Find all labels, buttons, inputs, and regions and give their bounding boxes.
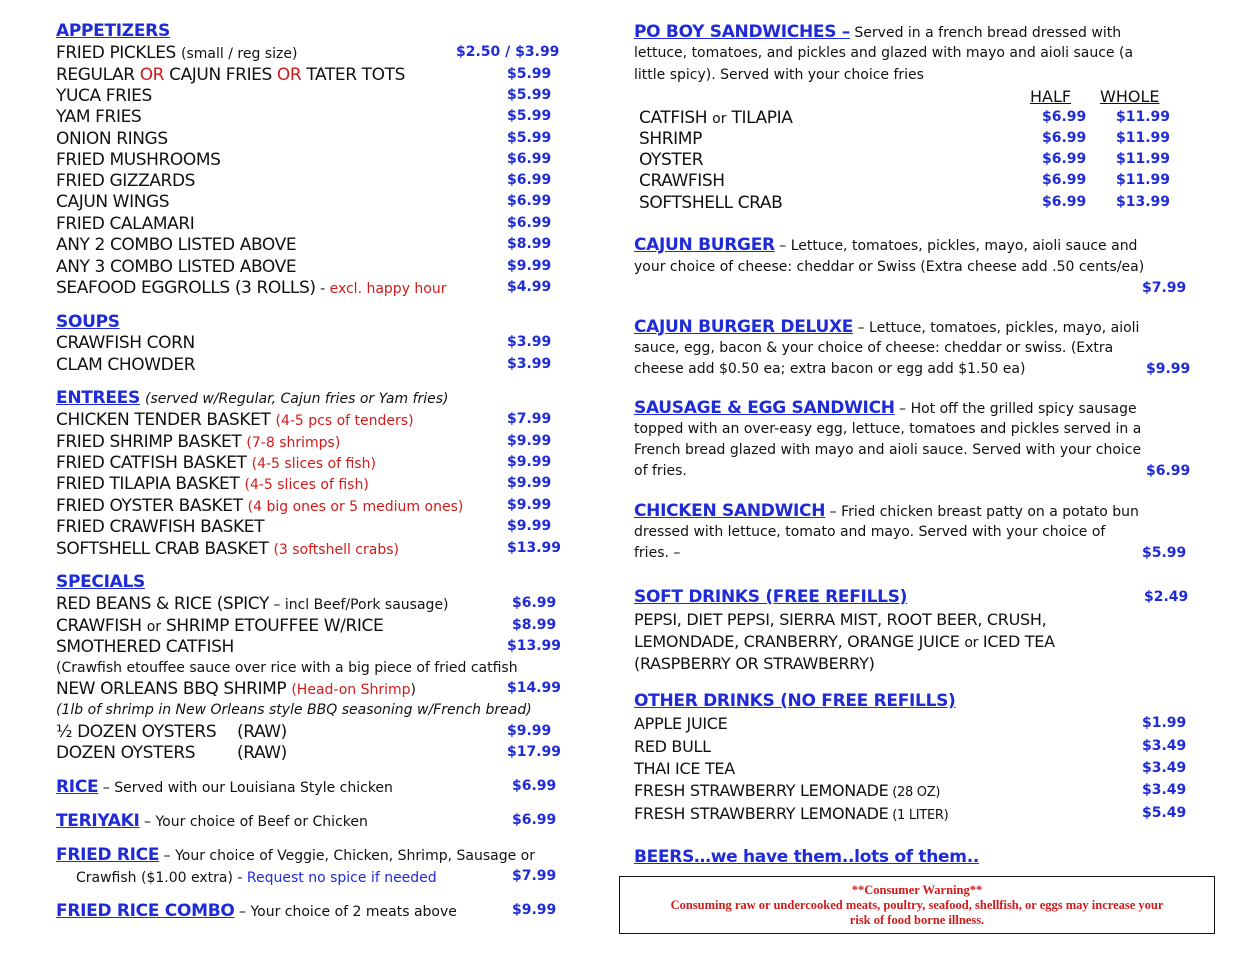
drink-size: (28 OZ) <box>888 785 941 800</box>
item-price: $3.99 <box>507 356 552 372</box>
soft-drinks-price: $2.49 <box>1144 589 1189 605</box>
item-price: $3.99 <box>507 334 552 350</box>
menu-item <box>56 678 416 700</box>
drink-name: FRESH STRAWBERRY LEMONADE <box>634 781 889 800</box>
item-price: $4.99 <box>507 279 552 295</box>
drink-price: $1.99 <box>1142 715 1187 731</box>
item-raw: (RAW) <box>237 722 287 742</box>
item-name: ANY 2 COMBO LISTED ABOVE <box>56 235 297 255</box>
item-price: $6.99 <box>507 193 552 209</box>
chicken-sandwich-desc-1: – Fried chicken breast patty on a potato bun <box>825 504 1139 520</box>
sausage-egg-heading: SAUSAGE & EGG SANDWICH <box>634 398 895 418</box>
item-price: $13.99 <box>507 540 562 556</box>
menu-item <box>56 42 297 64</box>
item-name: NEW ORLEANS BBQ SHRIMP <box>56 679 287 699</box>
item-name: DOZEN OYSTERS <box>56 743 196 763</box>
item-name: FRIED PICKLES <box>56 43 176 63</box>
item-note: (7-8 shrimps) <box>246 435 341 451</box>
item-price-half: $6.99 <box>1042 151 1087 167</box>
fried-rice-combo-price: $9.99 <box>512 902 557 918</box>
soft-drinks-text: LEMONDADE, CRANBERRY, ORANGE JUICE <box>634 632 965 651</box>
menu-item <box>56 636 234 658</box>
menu-item <box>56 473 369 495</box>
cajun-burger-deluxe-line-1 <box>634 316 1139 338</box>
cajun-burger-heading: CAJUN BURGER <box>634 235 775 255</box>
item-price-whole: $11.99 <box>1116 151 1171 167</box>
sausage-egg-desc-3: French bread glazed with mayo and aioli sauce. Served with your choice <box>634 442 1142 458</box>
menu-item <box>56 721 216 743</box>
menu-item <box>56 213 194 235</box>
item-name: OYSTER <box>639 150 704 170</box>
item-note: (3 softshell crabs) <box>273 542 399 558</box>
item-name: FRIED SHRIMP BASKET <box>56 432 242 452</box>
po-boy-desc-3: little spicy). Served with your choice fries <box>634 67 924 83</box>
beers-heading: BEERS…we have them..lots of them.. <box>634 847 980 867</box>
item-note: excl. happy hour <box>329 281 447 297</box>
menu-item <box>56 452 376 474</box>
item-name: FRIED MUSHROOMS <box>56 150 221 170</box>
item-price: $6.99 <box>507 215 552 231</box>
menu-item <box>56 256 296 278</box>
po-boy-heading: PO BOY SANDWICHES – <box>634 22 850 42</box>
sausage-egg-price: $6.99 <box>1146 463 1191 479</box>
item-price: $9.99 <box>507 258 552 274</box>
item-name: REGULAR <box>56 65 140 85</box>
soft-drinks-heading: SOFT DRINKS (FREE REFILLS) <box>634 587 908 607</box>
item-raw: (RAW) <box>237 743 287 763</box>
item-price-half: $6.99 <box>1042 194 1087 210</box>
item-or: or <box>712 111 727 127</box>
fried-rice-line-2 <box>76 866 437 888</box>
menu-item <box>56 354 195 376</box>
warning-line-2: risk of food borne illness. <box>849 913 985 927</box>
item-note: (4-5 slices of fish) <box>244 477 369 493</box>
item-name: CLAM CHOWDER <box>56 355 196 375</box>
teriyaki-heading: TERIYAKI <box>56 811 140 831</box>
item-name: RED BEANS & RICE (SPICY <box>56 594 269 614</box>
item-price: $9.99 <box>507 723 552 739</box>
drink-item: RED BULL <box>634 737 711 756</box>
item-note: (4 big ones or 5 medium ones) <box>247 499 464 515</box>
drink-size: (1 LITER) <box>888 808 949 823</box>
item-description: (Crawfish etouffee sauce over rice with a big piece of fried catfish <box>56 660 518 676</box>
drink-item <box>634 780 940 804</box>
item-or: OR <box>139 65 165 85</box>
item-price: $14.99 <box>507 680 562 696</box>
item-name: FRIED CRAWFISH BASKET <box>56 517 265 537</box>
menu-item <box>639 192 782 214</box>
item-price: $8.99 <box>507 236 552 252</box>
po-boy-desc-1: Served in a french bread dressed with <box>849 25 1122 41</box>
item-note: (4-5 pcs of tenders) <box>275 413 414 429</box>
item-name: FRIED GIZZARDS <box>56 171 196 191</box>
other-drinks-heading: OTHER DRINKS (NO FREE REFILLS) <box>634 691 956 711</box>
item-note: (4-5 slices of fish) <box>251 456 376 472</box>
cajun-burger-deluxe-desc-2: sauce, egg, bacon & your choice of cheese: cheddar or swiss. (Extra <box>634 340 1114 356</box>
soft-drinks-list-3: (RASPBERRY OR STRAWBERRY) <box>634 654 875 673</box>
warning-title: **Consumer Warning** <box>851 883 983 897</box>
item-price: $7.99 <box>507 411 552 427</box>
soft-drinks-or: or <box>964 635 979 651</box>
teriyaki-line <box>56 810 368 832</box>
item-price: $5.99 <box>507 87 552 103</box>
chicken-sandwich-desc-3: fries. – <box>634 545 681 561</box>
item-note: (small / reg size) <box>181 46 298 62</box>
po-boy-line-1 <box>634 21 1121 43</box>
item-name: FRIED OYSTER BASKET <box>56 496 243 516</box>
item-or: or <box>146 619 162 635</box>
menu-item <box>639 170 725 192</box>
item-price: $17.99 <box>507 744 562 760</box>
cajun-burger-desc-2: your choice of cheese: cheddar or Swiss (Extra cheese add .50 cents/ea) <box>634 259 1145 275</box>
rice-heading: RICE <box>56 777 99 797</box>
menu-item <box>56 409 414 431</box>
drink-name: FRESH STRAWBERRY LEMONADE <box>634 804 889 823</box>
item-description: (1lb of shrimp in New Orleans style BBQ seasoning w/French bread) <box>56 702 532 718</box>
item-price: $5.99 <box>507 66 552 82</box>
appetizers-heading: APPETIZERS <box>56 21 170 41</box>
item-name: YUCA FRIES <box>56 86 152 106</box>
item-name: TATER TOTS <box>301 65 405 85</box>
item-price: $8.99 <box>512 617 557 633</box>
item-price: $5.99 <box>507 130 552 146</box>
item-price: $2.50 / $3.99 <box>456 44 560 60</box>
consumer-warning-box <box>619 876 1215 934</box>
item-name: FRIED TILAPIA BASKET <box>56 474 240 494</box>
item-price-half: $6.99 <box>1042 130 1087 146</box>
entrees-heading: ENTREES <box>56 388 140 408</box>
item-price: $9.99 <box>507 497 552 513</box>
fried-rice-note: Request no spice if needed <box>246 870 437 886</box>
menu-item <box>56 593 449 615</box>
menu-item <box>56 277 447 299</box>
menu-item <box>56 615 383 637</box>
chicken-sandwich-line-1 <box>634 500 1139 522</box>
drink-price: $3.49 <box>1142 782 1187 798</box>
item-price-whole: $13.99 <box>1116 194 1171 210</box>
entrees-header <box>56 387 449 409</box>
half-column-label: HALF <box>1030 87 1072 106</box>
menu-item <box>56 538 399 560</box>
cajun-burger-deluxe-heading: CAJUN BURGER DELUXE <box>634 317 854 337</box>
warning-line-1: Consuming raw or undercooked meats, poultry, seafood, shellfish, or eggs may increase your <box>670 898 1164 912</box>
menu-item <box>56 64 405 86</box>
menu-item <box>639 149 703 171</box>
sausage-egg-desc-2: topped with an over-easy egg, lettuce, tomatoes and pickles served in a <box>634 421 1142 437</box>
fried-rice-price: $7.99 <box>512 868 557 884</box>
item-name: ANY 3 COMBO LISTED ABOVE <box>56 257 297 277</box>
specials-heading: SPECIALS <box>56 572 145 592</box>
item-or: OR <box>276 65 302 85</box>
item-name: SOFTSHELL CRAB BASKET <box>56 539 269 559</box>
item-name: CHICKEN TENDER BASKET <box>56 410 271 430</box>
cajun-burger-deluxe-desc-1: – Lettuce, tomatoes, pickles, mayo, aioli <box>853 320 1140 336</box>
menu-item <box>639 128 702 150</box>
drink-price: $5.49 <box>1142 805 1187 821</box>
fried-rice-combo-line <box>56 900 457 922</box>
fried-rice-desc: – Your choice of Veggie, Chicken, Shrimp, Sausage or <box>159 848 535 864</box>
fried-rice-combo-desc: – Your choice of 2 meats above <box>234 904 457 920</box>
item-price: $9.99 <box>507 433 552 449</box>
rice-desc: – Served with our Louisiana Style chicken <box>98 780 393 796</box>
item-price-half: $6.99 <box>1042 109 1087 125</box>
po-boy-desc-2: lettuce, tomatoes, and pickles and glazed with mayo and aioli sauce (a <box>634 45 1134 61</box>
item-name: CAJUN WINGS <box>56 192 170 212</box>
rice-price: $6.99 <box>512 778 557 794</box>
soups-heading: SOUPS <box>56 312 120 332</box>
menu-item <box>56 191 169 213</box>
item-price: $5.99 <box>507 108 552 124</box>
item-separator: - <box>315 281 330 297</box>
item-name: SOFTSHELL CRAB <box>639 193 783 213</box>
chicken-sandwich-heading: CHICKEN SANDWICH <box>634 501 826 521</box>
item-price-whole: $11.99 <box>1116 130 1171 146</box>
item-name: SHRIMP ETOUFFEE W/RICE <box>161 616 384 636</box>
drink-price: $3.49 <box>1142 760 1187 776</box>
item-price-whole: $11.99 <box>1116 172 1171 188</box>
item-price: $13.99 <box>507 638 562 654</box>
item-price: $6.99 <box>507 151 552 167</box>
fried-rice-desc-2: Crawfish ($1.00 extra) - <box>76 870 247 886</box>
cajun-burger-deluxe-price: $9.99 <box>1146 361 1191 377</box>
fried-rice-line <box>56 844 535 866</box>
menu-item <box>56 516 264 538</box>
cajun-burger-desc-1: – Lettuce, tomatoes, pickles, mayo, aioli sauce and <box>774 238 1138 254</box>
item-name: FRIED CATFISH BASKET <box>56 453 247 473</box>
sausage-egg-desc-1: – Hot off the grilled spicy sausage <box>894 401 1137 417</box>
item-name: ½ DOZEN OYSTERS <box>56 722 217 742</box>
rice-line <box>56 776 393 798</box>
item-price-whole: $11.99 <box>1116 109 1171 125</box>
drink-item: THAI ICE TEA <box>634 759 735 778</box>
teriyaki-price: $6.99 <box>512 812 557 828</box>
sausage-egg-desc-4: of fries. <box>634 463 687 479</box>
item-name: CRAWFISH CORN <box>56 333 195 353</box>
cajun-burger-line-1 <box>634 234 1137 256</box>
menu-item <box>56 106 141 128</box>
item-name: CAJUN FRIES <box>164 65 277 85</box>
soft-drinks-list-2 <box>634 631 1055 654</box>
item-name: YAM FRIES <box>56 107 142 127</box>
menu-item <box>56 85 152 107</box>
item-name: TILAPIA <box>726 108 793 128</box>
chicken-sandwich-desc-2: dressed with lettuce, tomato and mayo. Served with your choice of <box>634 524 1106 540</box>
menu-item <box>56 431 340 453</box>
menu-item <box>639 107 792 129</box>
drink-item: APPLE JUICE <box>634 714 728 733</box>
item-note: – incl Beef/Pork sausage) <box>268 597 449 613</box>
teriyaki-desc: – Your choice of Beef or Chicken <box>139 814 368 830</box>
soft-drinks-text: ICED TEA <box>978 632 1055 651</box>
item-name: CRAWFISH <box>56 616 147 636</box>
menu-item <box>56 742 195 764</box>
item-name: SMOTHERED CATFISH <box>56 637 234 657</box>
entrees-subtitle: (served w/Regular, Cajun fries or Yam fries) <box>145 391 449 407</box>
menu-item <box>56 170 195 192</box>
sausage-egg-line-1 <box>634 397 1137 419</box>
item-name: SEAFOOD EGGROLLS (3 ROLLS) <box>56 278 316 298</box>
soft-drinks-list-1: PEPSI, DIET PEPSI, SIERRA MIST, ROOT BEER, CRUSH, <box>634 610 1047 629</box>
menu-item <box>56 332 195 354</box>
item-price: $9.99 <box>507 454 552 470</box>
item-name: SHRIMP <box>639 129 702 149</box>
fried-rice-combo-heading: FRIED RICE COMBO <box>56 901 235 921</box>
item-name: ONION RINGS <box>56 129 168 149</box>
drink-price: $3.49 <box>1142 738 1187 754</box>
menu-item <box>56 234 296 256</box>
chicken-sandwich-price: $5.99 <box>1142 545 1187 561</box>
menu-item <box>56 128 168 150</box>
item-price-half: $6.99 <box>1042 172 1087 188</box>
item-name: CATFISH <box>639 108 713 128</box>
item-price: $9.99 <box>507 518 552 534</box>
drink-item <box>634 803 948 827</box>
menu-item <box>56 149 221 171</box>
item-price: $6.99 <box>512 595 557 611</box>
item-name: FRIED CALAMARI <box>56 214 195 234</box>
item-name: CRAWFISH <box>639 171 725 191</box>
whole-column-label: WHOLE <box>1100 87 1160 106</box>
item-note: (Head-on Shrimp <box>291 682 411 698</box>
item-note-close: ) <box>410 682 417 698</box>
cajun-burger-deluxe-desc-3: cheese add $0.50 ea; extra bacon or egg add $1.50 ea) <box>634 361 1026 377</box>
menu-item <box>56 495 463 517</box>
fried-rice-heading: FRIED RICE <box>56 845 160 865</box>
item-price: $9.99 <box>507 475 552 491</box>
cajun-burger-price: $7.99 <box>1142 280 1187 296</box>
item-price: $6.99 <box>507 172 552 188</box>
